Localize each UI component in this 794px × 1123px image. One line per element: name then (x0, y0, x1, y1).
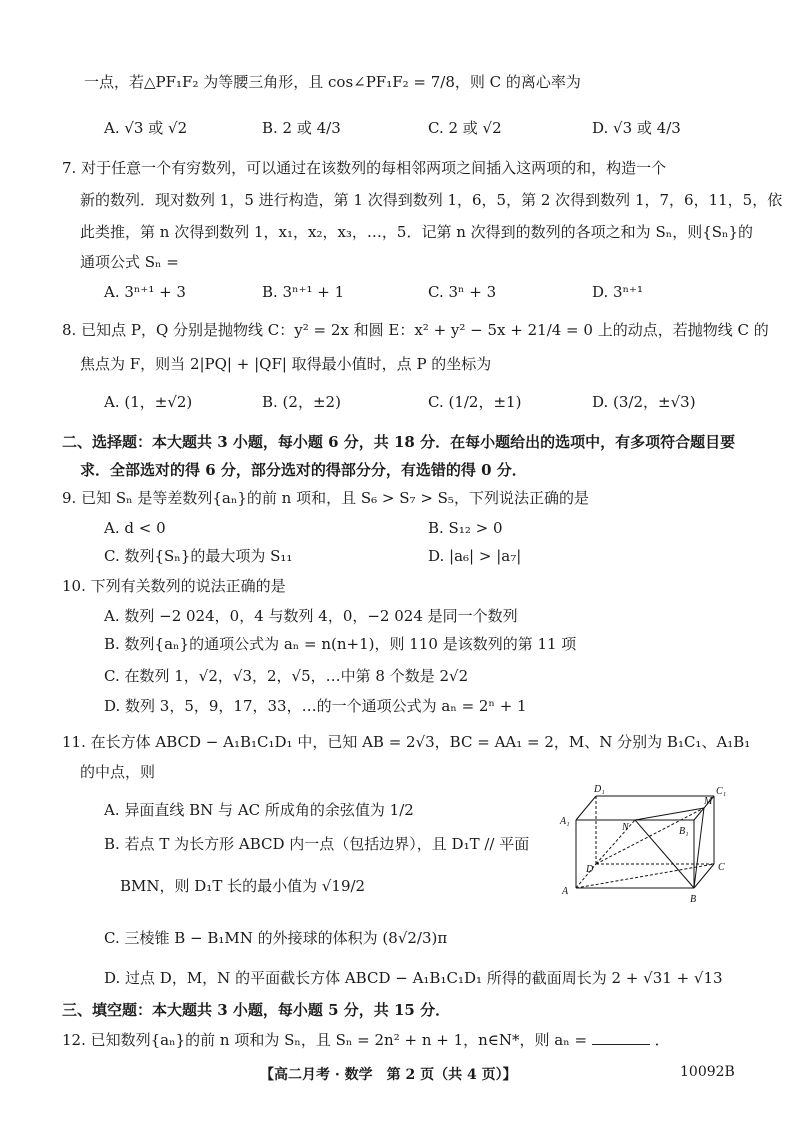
q8-line-1: 8. 已知点 P，Q 分别是抛物线 C：y² = 2x 和圆 E：x² + y² − 5x + 21/4 = 0 上的动点，若抛物线 C 的 (62, 321, 769, 339)
q11-line-1: 11. 在长方体 ABCD − A₁B₁C₁D₁ 中，已知 AB = 2√3，BC = AA₁ = 2，M、N 分别为 B₁C₁、A₁B₁ (62, 733, 751, 751)
q9-option-d: D. |a₆| > |a₇| (428, 547, 522, 565)
q11-option-b-line-2: BMN，则 D₁T 长的最小值为 √19/2 (120, 877, 366, 895)
q9-stem: 9. 已知 Sₙ 是等差数列{aₙ}的前 n 项和，且 S₆ > S₇ > S₅，下列说法正确的是 (62, 489, 589, 507)
page-footer: 【高二月考 · 数学 第 2 页（共 4 页）】 (260, 1067, 517, 1083)
q11-option-a: A. 异面直线 BN 与 AC 所成角的余弦值为 1/2 (104, 801, 414, 819)
label-c1: C₁ (716, 786, 727, 797)
q7-option-c: C. 3ⁿ + 3 (428, 283, 497, 301)
cuboid-figure (556, 782, 736, 910)
label-d1: D₁ (594, 784, 605, 795)
label-d: D (586, 864, 594, 875)
label-n: N (622, 822, 629, 833)
segment-ac (576, 864, 714, 888)
q11-option-c: C. 三棱锥 B − B₁MN 的外接球的体积为 (8√2/3)π (104, 929, 448, 947)
q9-option-b: B. S₁₂ > 0 (428, 519, 503, 537)
q6-option-b: B. 2 或 4/3 (262, 119, 341, 137)
q8-option-c: C. (1/2，±1) (428, 393, 522, 411)
segment-nm (635, 808, 704, 820)
q11-option-b-line-1: B. 若点 T 为长方形 ABCD 内一点（包括边界），且 D₁T // 平面 (104, 835, 530, 853)
cuboid-diagram (556, 782, 736, 910)
q10-stem: 10. 下列有关数列的说法正确的是 (62, 577, 286, 595)
q12-line (62, 1030, 670, 1050)
q9-option-a: A. d < 0 (104, 519, 166, 537)
q9-option-c: C. 数列{Sₙ}的最大项为 S₁₁ (104, 547, 293, 565)
paper-code: 10092B (680, 1064, 735, 1080)
q11-option-d: D. 过点 D，M，N 的平面截长方体 ABCD − A₁B₁C₁D₁ 所得的截面周长为 2 + √31 + √13 (104, 969, 723, 987)
q6-stem: 一点，若△PF₁F₂ 为等腰三角形，且 cos∠PF₁F₂ = 7/8，则 C 的离心率为 (84, 73, 581, 91)
section-2-title: 二、选择题：本大题共 3 小题，每小题 6 分，共 18 分．在每小题给出的选项中，有多项符合题目要 (62, 433, 736, 451)
q12-answer-blank (592, 1030, 650, 1045)
edge-a1d1 (576, 796, 596, 820)
q6-option-a: A. √3 或 √2 (104, 119, 188, 137)
q8-option-b: B. (2，±2) (262, 393, 341, 411)
q10-option-c: C. 在数列 1，√2，√3，2，√5，…中第 8 个数是 2√2 (104, 667, 469, 685)
section-3-title: 三、填空题：本大题共 3 小题，每小题 5 分，共 15 分． (62, 1001, 451, 1019)
label-a1: A₁ (560, 816, 570, 827)
q6-option-c: C. 2 或 √2 (428, 119, 502, 137)
q7-option-b: B. 3ⁿ⁺¹ + 1 (262, 283, 345, 301)
label-c: C (718, 862, 725, 873)
q7-line-2: 新的数列．现对数列 1，5 进行构造，第 1 次得到数列 1，6，5，第 2 次得到数列 1，7，6，11，5，依 (80, 191, 783, 209)
q7-line-1: 7. 对于任意一个有穷数列，可以通过在该数列的每相邻两项之间插入这两项的和，构造一个 (62, 159, 667, 177)
q12-end: ． (654, 1031, 670, 1049)
q11-line-2: 的中点，则 (80, 763, 156, 781)
q10-option-a: A. 数列 −2 024，0，4 与数列 4，0，−2 024 是同一个数列 (104, 607, 518, 625)
q10-option-d: D. 数列 3，5，9，17，33，…的一个通项公式为 aₙ = 2ⁿ + 1 (104, 697, 527, 715)
label-b1: B₁ (679, 826, 689, 837)
q7-option-d: D. 3ⁿ⁺¹ (592, 283, 643, 301)
q7-option-a: A. 3ⁿ⁺¹ + 3 (104, 283, 186, 301)
q6-option-d: D. √3 或 4/3 (592, 119, 681, 137)
label-b: B (690, 894, 697, 905)
q8-option-a: A. (1，±√2) (104, 393, 193, 411)
section-2-instructions: 求．全部选对的得 6 分，部分选对的得部分分，有选错的得 0 分． (80, 461, 527, 479)
q8-option-d: D. (3/2，±√3) (592, 393, 696, 411)
label-m: M (704, 796, 713, 807)
segment-dn (596, 820, 635, 864)
q7-line-4: 通项公式 Sₙ = (80, 253, 179, 271)
q12-stem: 12. 已知数列{aₙ}的前 n 项和为 Sₙ，且 Sₙ = 2n² + n + 1，n∈N*，则 aₙ = (62, 1031, 588, 1049)
q10-option-b: B. 数列{aₙ}的通项公式为 aₙ = n(n+1)，则 110 是该数列的第 11 项 (104, 635, 577, 653)
segment-mb (694, 808, 704, 888)
q7-line-3: 此类推，第 n 次得到数列 1，x₁，x₂，x₃，…，5．记第 n 次得到的数列的各项之和为 Sₙ，则{Sₙ}的 (80, 223, 754, 241)
label-a: A (562, 886, 569, 897)
q8-line-2: 焦点为 F，则当 2|PQ| + |QF| 取得最小值时，点 P 的坐标为 (80, 355, 492, 373)
